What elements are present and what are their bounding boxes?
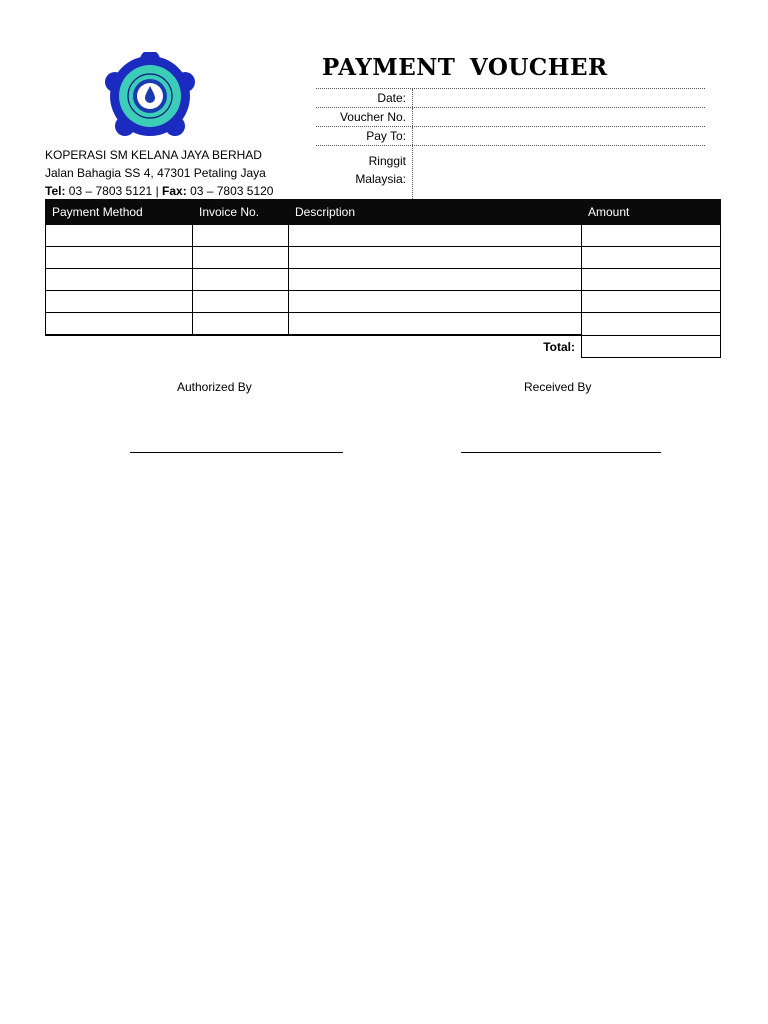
contact-separator: | bbox=[155, 184, 159, 198]
invoice-no-cell[interactable] bbox=[193, 225, 289, 247]
pay-to-row bbox=[316, 126, 705, 145]
description-cell[interactable] bbox=[289, 225, 582, 247]
amount-cell[interactable] bbox=[582, 313, 721, 336]
company-info bbox=[45, 146, 273, 200]
total-row bbox=[46, 335, 721, 357]
description-cell[interactable] bbox=[289, 247, 582, 269]
fax-label: Fax: bbox=[162, 184, 187, 198]
voucher-no-row bbox=[316, 107, 705, 126]
amount-cell[interactable] bbox=[582, 291, 721, 313]
date-row bbox=[316, 88, 705, 107]
description-cell[interactable] bbox=[289, 269, 582, 291]
payment-method-cell[interactable] bbox=[46, 291, 193, 313]
payment-method-cell[interactable] bbox=[46, 225, 193, 247]
authorized-by-label: Authorized By bbox=[177, 380, 252, 394]
invoice-no-cell[interactable] bbox=[193, 313, 289, 336]
authorized-signature-line[interactable] bbox=[130, 452, 343, 453]
received-by-label: Received By bbox=[524, 380, 592, 394]
header-amount: Amount bbox=[582, 200, 721, 225]
total-spacer bbox=[46, 335, 193, 357]
table-header-row bbox=[46, 200, 721, 225]
header-payment-method: Payment Method bbox=[46, 200, 193, 225]
table-row bbox=[46, 269, 721, 291]
pay-to-field[interactable] bbox=[413, 127, 705, 145]
voucher-no-label: Voucher No. bbox=[316, 108, 413, 126]
invoice-no-cell[interactable] bbox=[193, 291, 289, 313]
invoice-no-cell[interactable] bbox=[193, 269, 289, 291]
description-cell[interactable] bbox=[289, 313, 582, 336]
pay-to-label: Pay To: bbox=[316, 127, 413, 145]
invoice-no-cell[interactable] bbox=[193, 247, 289, 269]
voucher-title: PAYMENT VOUCHER bbox=[322, 54, 608, 81]
total-spacer bbox=[193, 335, 289, 357]
payment-method-cell[interactable] bbox=[46, 313, 193, 336]
description-cell[interactable] bbox=[289, 291, 582, 313]
ringgit-label-line1: Ringgit bbox=[368, 154, 406, 168]
header-invoice-no: Invoice No. bbox=[193, 200, 289, 225]
table-row bbox=[46, 291, 721, 313]
received-signature-line[interactable] bbox=[461, 452, 661, 453]
company-contact bbox=[45, 182, 273, 200]
ringgit-field[interactable] bbox=[413, 146, 705, 199]
table-row bbox=[46, 313, 721, 336]
total-amount-field[interactable] bbox=[582, 335, 721, 357]
fax-value: 03 – 7803 5120 bbox=[190, 184, 274, 198]
company-name: KOPERASI SM KELANA JAYA BERHAD bbox=[45, 148, 262, 162]
table-row bbox=[46, 247, 721, 269]
voucher-no-field[interactable] bbox=[413, 108, 705, 126]
payment-items-table bbox=[45, 199, 721, 358]
voucher-header-fields bbox=[316, 88, 705, 200]
header-description: Description bbox=[289, 200, 582, 225]
ringgit-label bbox=[316, 146, 413, 199]
date-label: Date: bbox=[316, 89, 413, 107]
cooperative-logo bbox=[103, 52, 197, 140]
amount-cell[interactable] bbox=[582, 225, 721, 247]
table-row bbox=[46, 225, 721, 247]
company-address: Jalan Bahagia SS 4, 47301 Petaling Jaya bbox=[45, 166, 266, 180]
payment-method-cell[interactable] bbox=[46, 247, 193, 269]
ringgit-label-line2: Malaysia: bbox=[355, 172, 406, 186]
amount-cell[interactable] bbox=[582, 269, 721, 291]
tel-label: Tel: bbox=[45, 184, 66, 198]
ringgit-row bbox=[316, 145, 705, 200]
total-label: Total: bbox=[289, 335, 582, 357]
amount-cell[interactable] bbox=[582, 247, 721, 269]
payment-method-cell[interactable] bbox=[46, 269, 193, 291]
date-field[interactable] bbox=[413, 89, 705, 107]
tel-value: 03 – 7803 5121 bbox=[68, 184, 153, 198]
